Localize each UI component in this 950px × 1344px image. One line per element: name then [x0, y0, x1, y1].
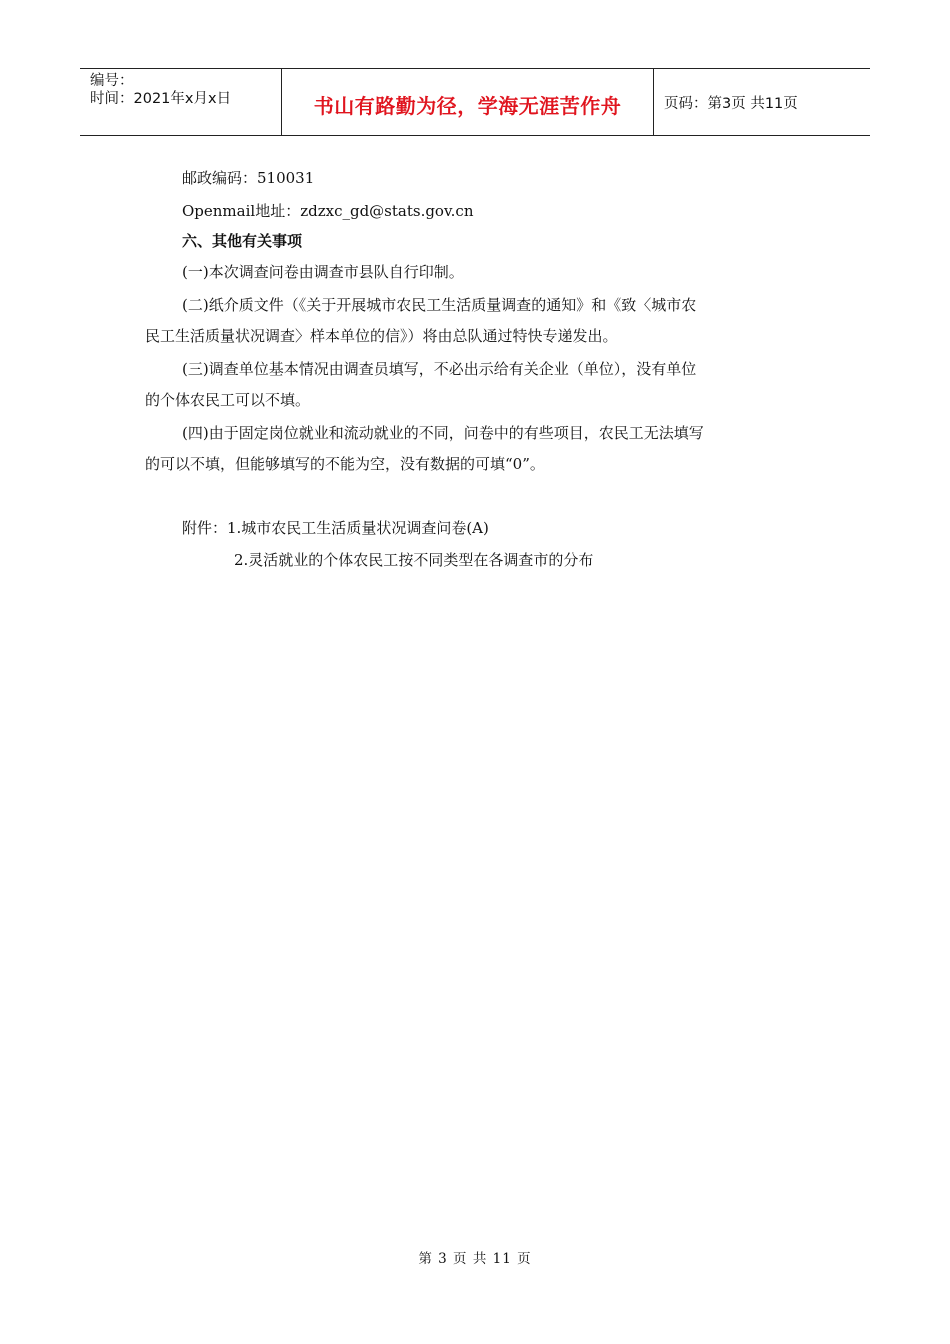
- item-4-line-2: 的可以不填，但能够填写的不能为空，没有数据的可填“0”。: [145, 455, 545, 473]
- page-header: [80, 68, 870, 136]
- header-page-label: 页码：第3页 共11页: [664, 95, 798, 112]
- postal-code-line: 邮政编码：510031: [182, 169, 315, 187]
- page-footer: 第 3 页 共 11 页: [418, 1251, 532, 1267]
- document-number-label: 编号：: [90, 73, 134, 89]
- item-1: (一)本次调查问卷由调查市县队自行印制。: [182, 263, 464, 281]
- attachment-2: 2.灵活就业的个体农民工按不同类型在各调查市的分布: [234, 551, 594, 569]
- item-2-line-1: (二)纸介质文件（《关于开展城市农民工生活质量调查的通知》和《致〈城市农: [182, 296, 697, 314]
- openmail-line: Openmail地址：zdzxc_gd@stats.gov.cn: [182, 202, 474, 220]
- header-motto: 书山有路勤为径，学海无涯苦作舟: [313, 93, 622, 118]
- item-3-line-2: 的个体农民工可以不填。: [145, 391, 311, 409]
- section-title: 六、其他有关事项: [182, 232, 303, 250]
- attachment-1: 附件：1.城市农民工生活质量状况调查问卷(A): [182, 519, 489, 537]
- item-2-line-2: 民工生活质量状况调查〉样本单位的信》）将由总队通过特快专递发出。: [145, 327, 618, 345]
- header-motto-cell: [282, 69, 654, 135]
- header-page-cell: [654, 69, 870, 135]
- item-4-line-1: (四)由于固定岗位就业和流动就业的不同，问卷中的有些项目，农民工无法填写: [182, 424, 704, 442]
- item-3-line-1: (三)调查单位基本情况由调查员填写，不必出示给有关企业（单位），没有单位: [182, 360, 697, 378]
- header-info-cell: [80, 69, 282, 135]
- document-time-label: 时间：2021年x月x日: [90, 91, 232, 107]
